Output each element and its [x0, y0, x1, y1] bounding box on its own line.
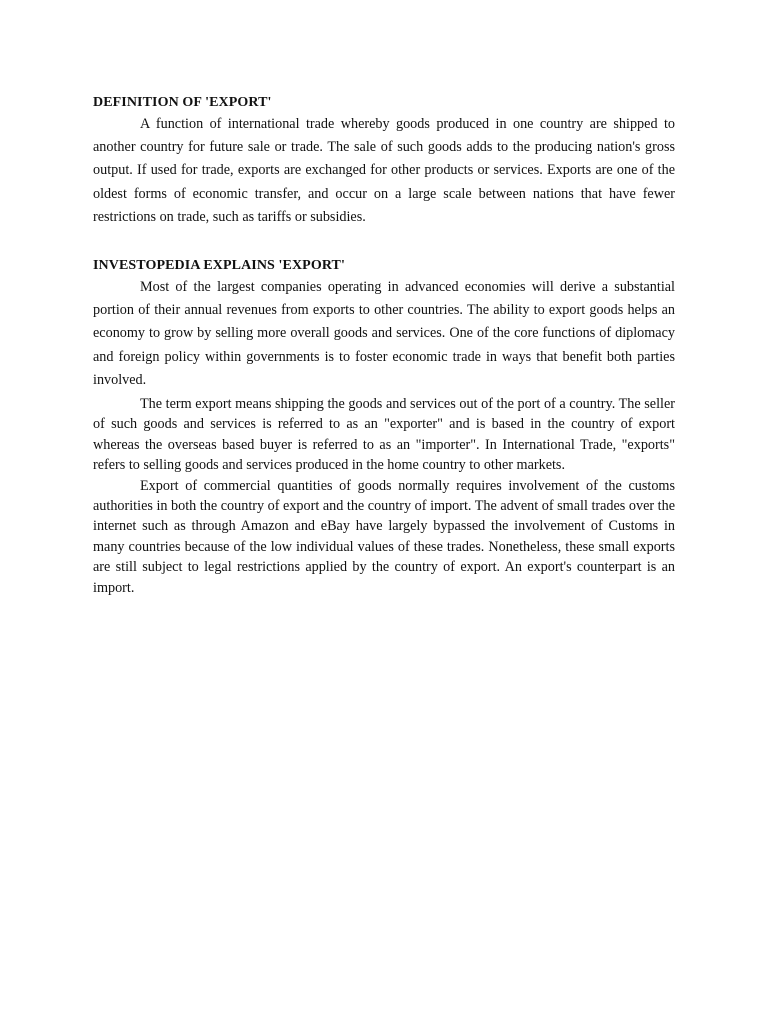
explanation-block-1	[93, 276, 675, 392]
explanation-paragraph-2: The term export means shipping the goods and services out of the port of a country. The seller of such goods and services is referred to as an "exporter" and is based in the country of export whereas the overseas based buyer is referred to as an "importer". In International Trade, "exports" refers to selling goods and services produced in the home country to other markets.	[93, 396, 675, 474]
definition-paragraph: A function of international trade whereby goods produced in one country are shipped to another country for future sale or trade. The sale of such goods adds to the producing nation's gross output. If used for trade, exports are exchanged for other products or services. Exports are one of the oldest forms of economic transfer, and occur on a large scale between nations that have fewer restrictions on trade, such as tariffs or subsidies.	[93, 116, 675, 225]
document-body	[93, 93, 675, 598]
definition-section	[93, 93, 675, 229]
explanation-heading: INVESTOPEDIA EXPLAINS 'EXPORT'	[93, 258, 345, 274]
explanation-paragraph-1: Most of the largest companies operating in advanced economies will derive a substantial portion of their annual revenues from exports to other countries. The ability to export goods helps an economy to grow by selling more overall goods and services. One of the core functions of diplomacy and foreign policy within governments is to foster economic trade in ways that benefit both parties involved.	[93, 279, 675, 388]
definition-heading: DEFINITION OF 'EXPORT'	[93, 95, 272, 110]
explanation-section	[93, 256, 675, 598]
explanation-block-2	[93, 394, 675, 598]
explanation-paragraph-3: Export of commercial quantities of goods normally requires involvement of the customs authorities in both the country of export and the country of import. The advent of small trades over the internet such as through Amazon and eBay have largely bypassed the involvement of Customs in many countries because of the low individual values of these trades. Nonetheless, these small exports are still subject to legal restrictions applied by the country of export. An export's counterpart is an import.	[93, 477, 675, 596]
